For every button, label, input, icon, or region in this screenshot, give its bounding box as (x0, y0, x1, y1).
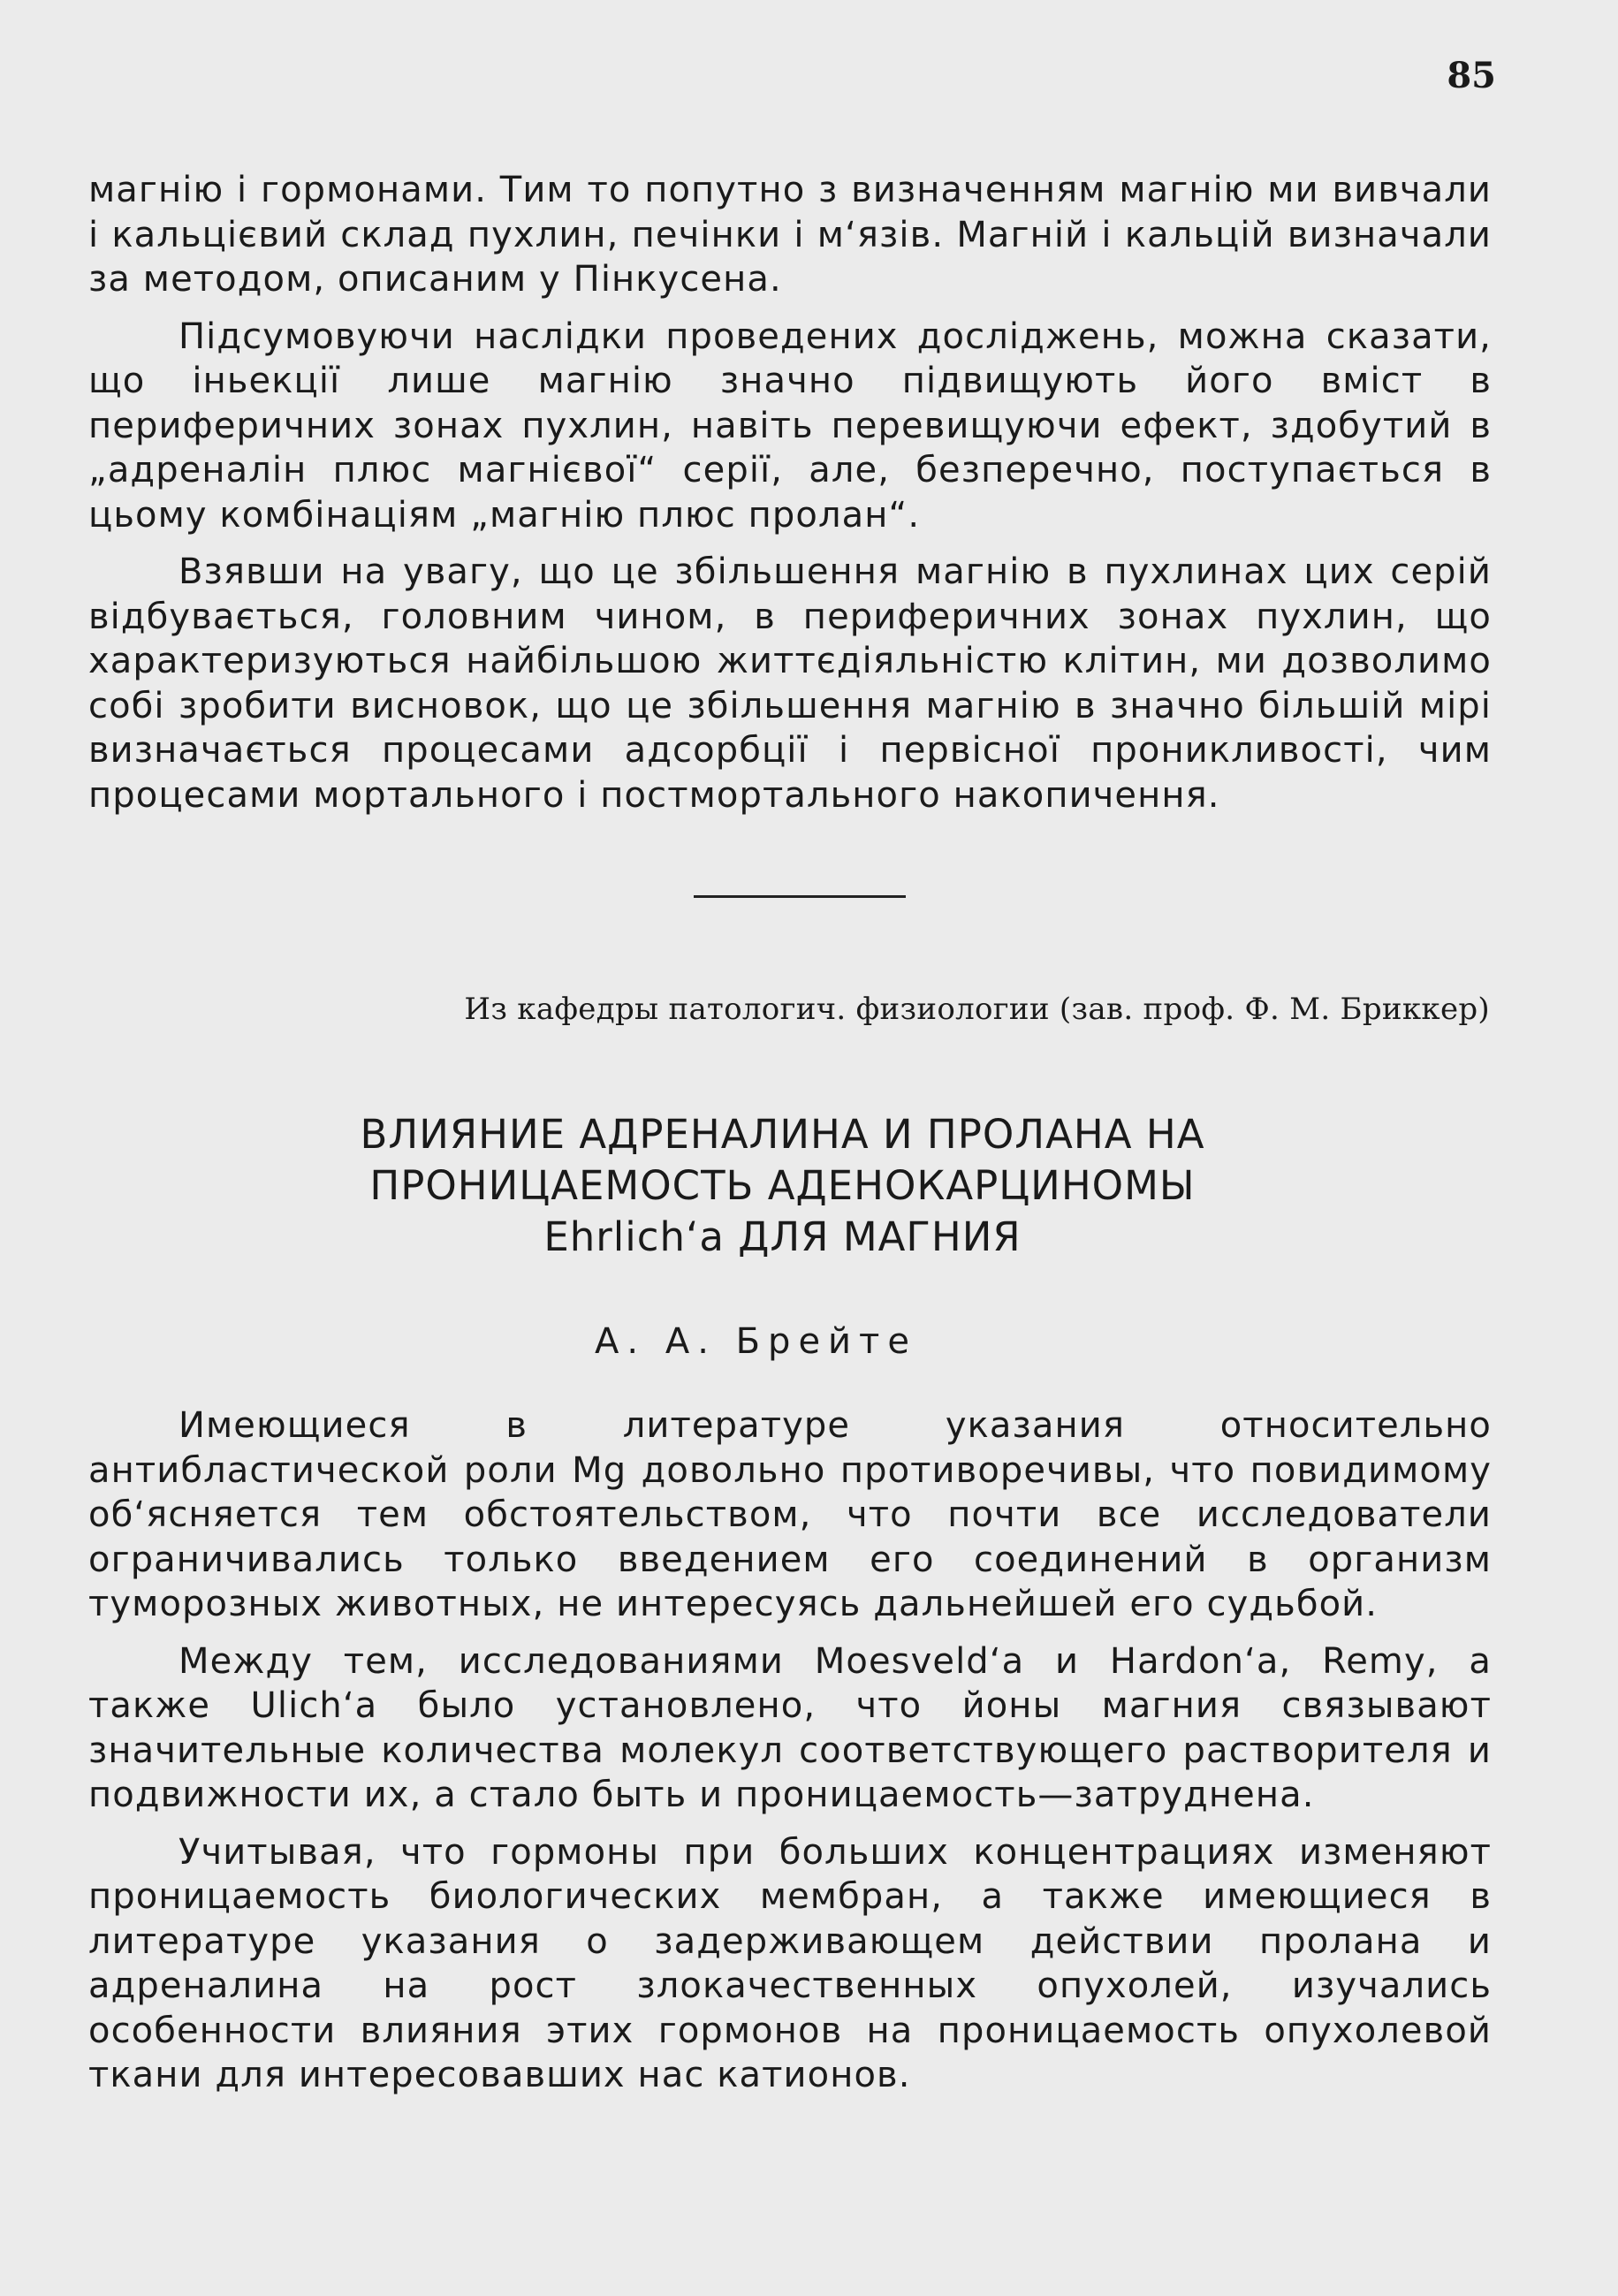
article-title (0, 1109, 1618, 1263)
ukrainian-paragraph-3: Взявши на увагу, що це збільшення магнію в пухлинах цих серій відбувається, головним чином, в периферичних зонах пухлин, що характеризуються найбільшою життєдіяльністю клітин, ми дозволимо собі зробити висновок, що це збільшення магнію в значно більшій мірі визначається процесами адсорбції і первісної проникливості, чим процесами мортального і постмортального накопичення. (88, 551, 1492, 816)
article-paragraph-2: Между тем, исследованиями Moesveld‘a и Hardon‘a, Remy, а также Ulich‘a было установлено, что йоны магния связывают значительные количества молекул соответствующего растворителя и подвижности их, а стало быть и проницаемость—затруднена. (88, 1640, 1492, 1815)
article-paragraph-3: Учитывая, что гормоны при больших концентрациях изменяют проницаемость биологических мембран, а также имеющиеся в литературе указания о задерживающем действии пролана и адреналина на рост злокачественных опухолей, изучались особенности влияния этих гормонов на проницаемость опухолевой ткани для интересовавших нас катионов. (88, 1831, 1492, 2095)
article-title-line-1: ВЛИЯНИЕ АДРЕНАЛИНА И ПРОЛАНА НА (360, 1111, 1205, 1158)
article-body (88, 1403, 1492, 2110)
article-title-line-2: ПРОНИЦАЕМОСТЬ АДЕНОКАРЦИНОМЫ (369, 1162, 1196, 1209)
ukrainian-text-section (88, 168, 1492, 830)
article-title-line-3: Ehrlich‘a ДЛЯ МАГНИЯ (543, 1213, 1022, 1260)
section-divider (694, 895, 906, 898)
author-name: А. А. Брейте (595, 1321, 917, 1362)
article-author (0, 1321, 1618, 1362)
article-affiliation: Из кафедры патологич. физиологии (зав. проф. Ф. М. Бриккер) (464, 992, 1490, 1027)
article-paragraph-1: Имеющиеся в литературе указания относительно антибластической роли Mg довольно противоречивы, что повидимому об‘ясняется тем обстоятельством, что почти все исследователи ограничивались только введением его соединений в организм туморозных животных, не интересуясь дальнейшей его судьбой. (88, 1405, 1492, 1624)
ukrainian-paragraph-1: магнію і гормонами. Тим то попутно з визначенням магнію ми вивчали і кальцієвий склад пухлин, печінки і м‘язів. Магній і кальцій визначали за методом, описаним у Пінкусена. (88, 170, 1492, 300)
ukrainian-paragraph-2: Підсумовуючи наслідки проведених досліджень, можна сказати, що іньекції лише магнію значно підвищують його вміст в периферичних зонах пухлин, навіть перевищуючи ефект, здобутий в „адреналін плюс магнієвої“ серії, але, безперечно, поступається в цьому комбінаціям „магнію плюс пролан“. (88, 316, 1492, 536)
page-number: 85 (1447, 55, 1496, 96)
